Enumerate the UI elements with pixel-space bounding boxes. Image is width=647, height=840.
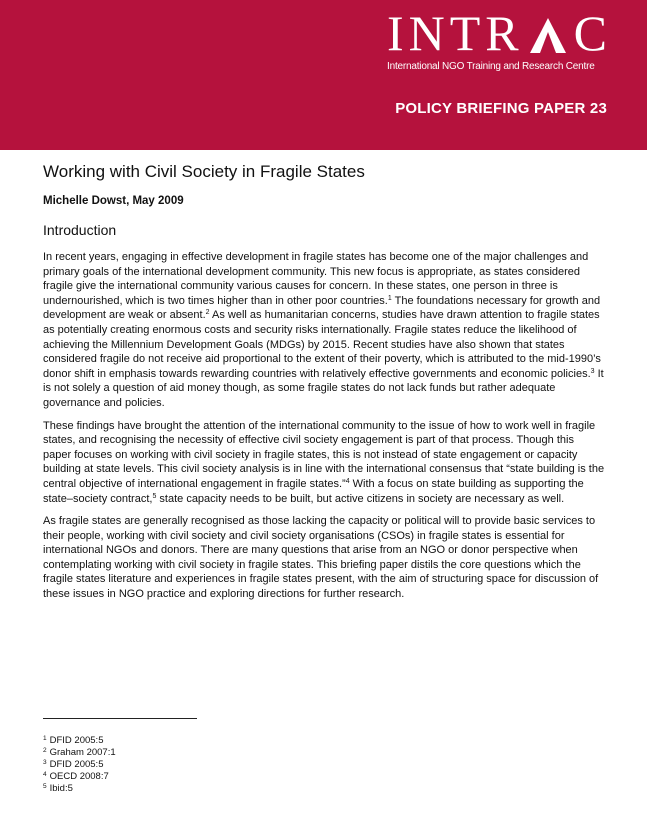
footnote-item	[43, 735, 116, 747]
footnote-item	[43, 783, 116, 795]
paragraph-text: In recent years, engaging in effective development in fragile states has become one of the major challenges and primary goals of the international development community. This new focus is appropriate, as states considered fragile give the international community various causes for concern. In these states, one person in three is undernourished, which is two times higher than in other poor countries.	[43, 251, 589, 307]
footnote-text: DFID 2005:5	[49, 759, 104, 770]
intrac-logo	[387, 5, 617, 72]
document-title: Working with Civil Society in Fragile States	[43, 162, 365, 181]
logo-triangle-icon	[528, 16, 568, 54]
footnote-number: 2	[43, 747, 47, 754]
logo-wordmark	[387, 5, 617, 61]
paragraph-3: As fragile states are generally recognised as those lacking the capacity or political will to provide basic services to their people, working with civil society and civil society organisations (CSOs) in fragile states is essential for international NGOs and donors. There are many questions that arise from an NGO or donor perspective when contemplating working with civil society in fragile states. This briefing paper distils the core questions which the fragile states literature and experiences in fragile states present, with the aim of structuring space for discussion of these issues in NGO practice and exploring directions for further research.	[43, 515, 599, 601]
footnote-number: 3	[43, 759, 47, 766]
paragraph-text: state capacity needs to be built, but active citizens in society are necessary as well.	[156, 492, 565, 505]
author-date: Michelle Dowst, May 2009	[43, 195, 184, 207]
footnote-text: OECD 2008:7	[49, 771, 109, 782]
paragraph-text: With a focus on state building as supporting the state–society contract,	[43, 477, 584, 505]
paragraph-text: The foundations necessary for growth and development are weak or absent.	[43, 294, 601, 322]
footnote-item	[43, 747, 116, 759]
footnote-number: 5	[43, 783, 47, 790]
footnote-text: Graham 2007:1	[49, 747, 116, 758]
logo-text-prefix: INTR	[387, 5, 524, 61]
document-body	[43, 250, 605, 610]
footnote-ref[interactable]: 4	[345, 477, 350, 485]
footnote-item	[43, 771, 116, 783]
footnote-item	[43, 759, 116, 771]
footnote-divider	[43, 718, 197, 719]
footnote-number: 4	[43, 771, 47, 778]
paragraph-2	[43, 419, 605, 507]
logo-text-suffix: C	[573, 5, 613, 61]
footnote-ref[interactable]: 2	[205, 309, 210, 317]
paragraph-text: These findings have brought the attention of the international community to the issue of how to work well in fragile states, and recognising the necessity of effective civil society engagement is part of that process. Though this paper focuses on working with civil society in fragile states, this is not instead of state engagement or capacity building at state levels. This civil society analysis is in line with the international consensus that “state building is the central objective of international engagement in fragile states.”	[43, 419, 605, 490]
section-heading: Introduction	[43, 222, 117, 238]
footnote-ref[interactable]: 5	[152, 492, 157, 500]
footnote-ref[interactable]: 1	[387, 294, 392, 302]
footnote-text: Ibid:5	[49, 783, 73, 794]
logo-tagline: International NGO Training and Research Centre	[387, 61, 595, 72]
footnote-number: 1	[43, 735, 47, 742]
series-label: POLICY BRIEFING PAPER 23	[395, 100, 607, 117]
footnote-text: DFID 2005:5	[49, 735, 104, 746]
paragraph-text: As well as humanitarian concerns, studies have drawn attention to fragile states as potentially creating enormous costs and security risks internationally. Fragile states reduce the likelihood of achieving the Millennium Development Goals (MDGs) by 2015. Recent studies have also shown that states considered fragile do not receive aid proportional to the extent of their poverty, which is attributed to the mid-1990’s donor shift in emphasis towards rewarding countries with relatively effective governments and economic policies.	[43, 309, 601, 380]
header-banner	[0, 0, 647, 150]
footnotes	[43, 735, 116, 795]
paragraph-text: It is not solely a question of aid money though, as some fragile states do not lack funds but rather adequate governance and policies.	[43, 367, 604, 409]
paragraph-1	[43, 250, 605, 411]
footnote-ref[interactable]: 3	[590, 367, 595, 375]
